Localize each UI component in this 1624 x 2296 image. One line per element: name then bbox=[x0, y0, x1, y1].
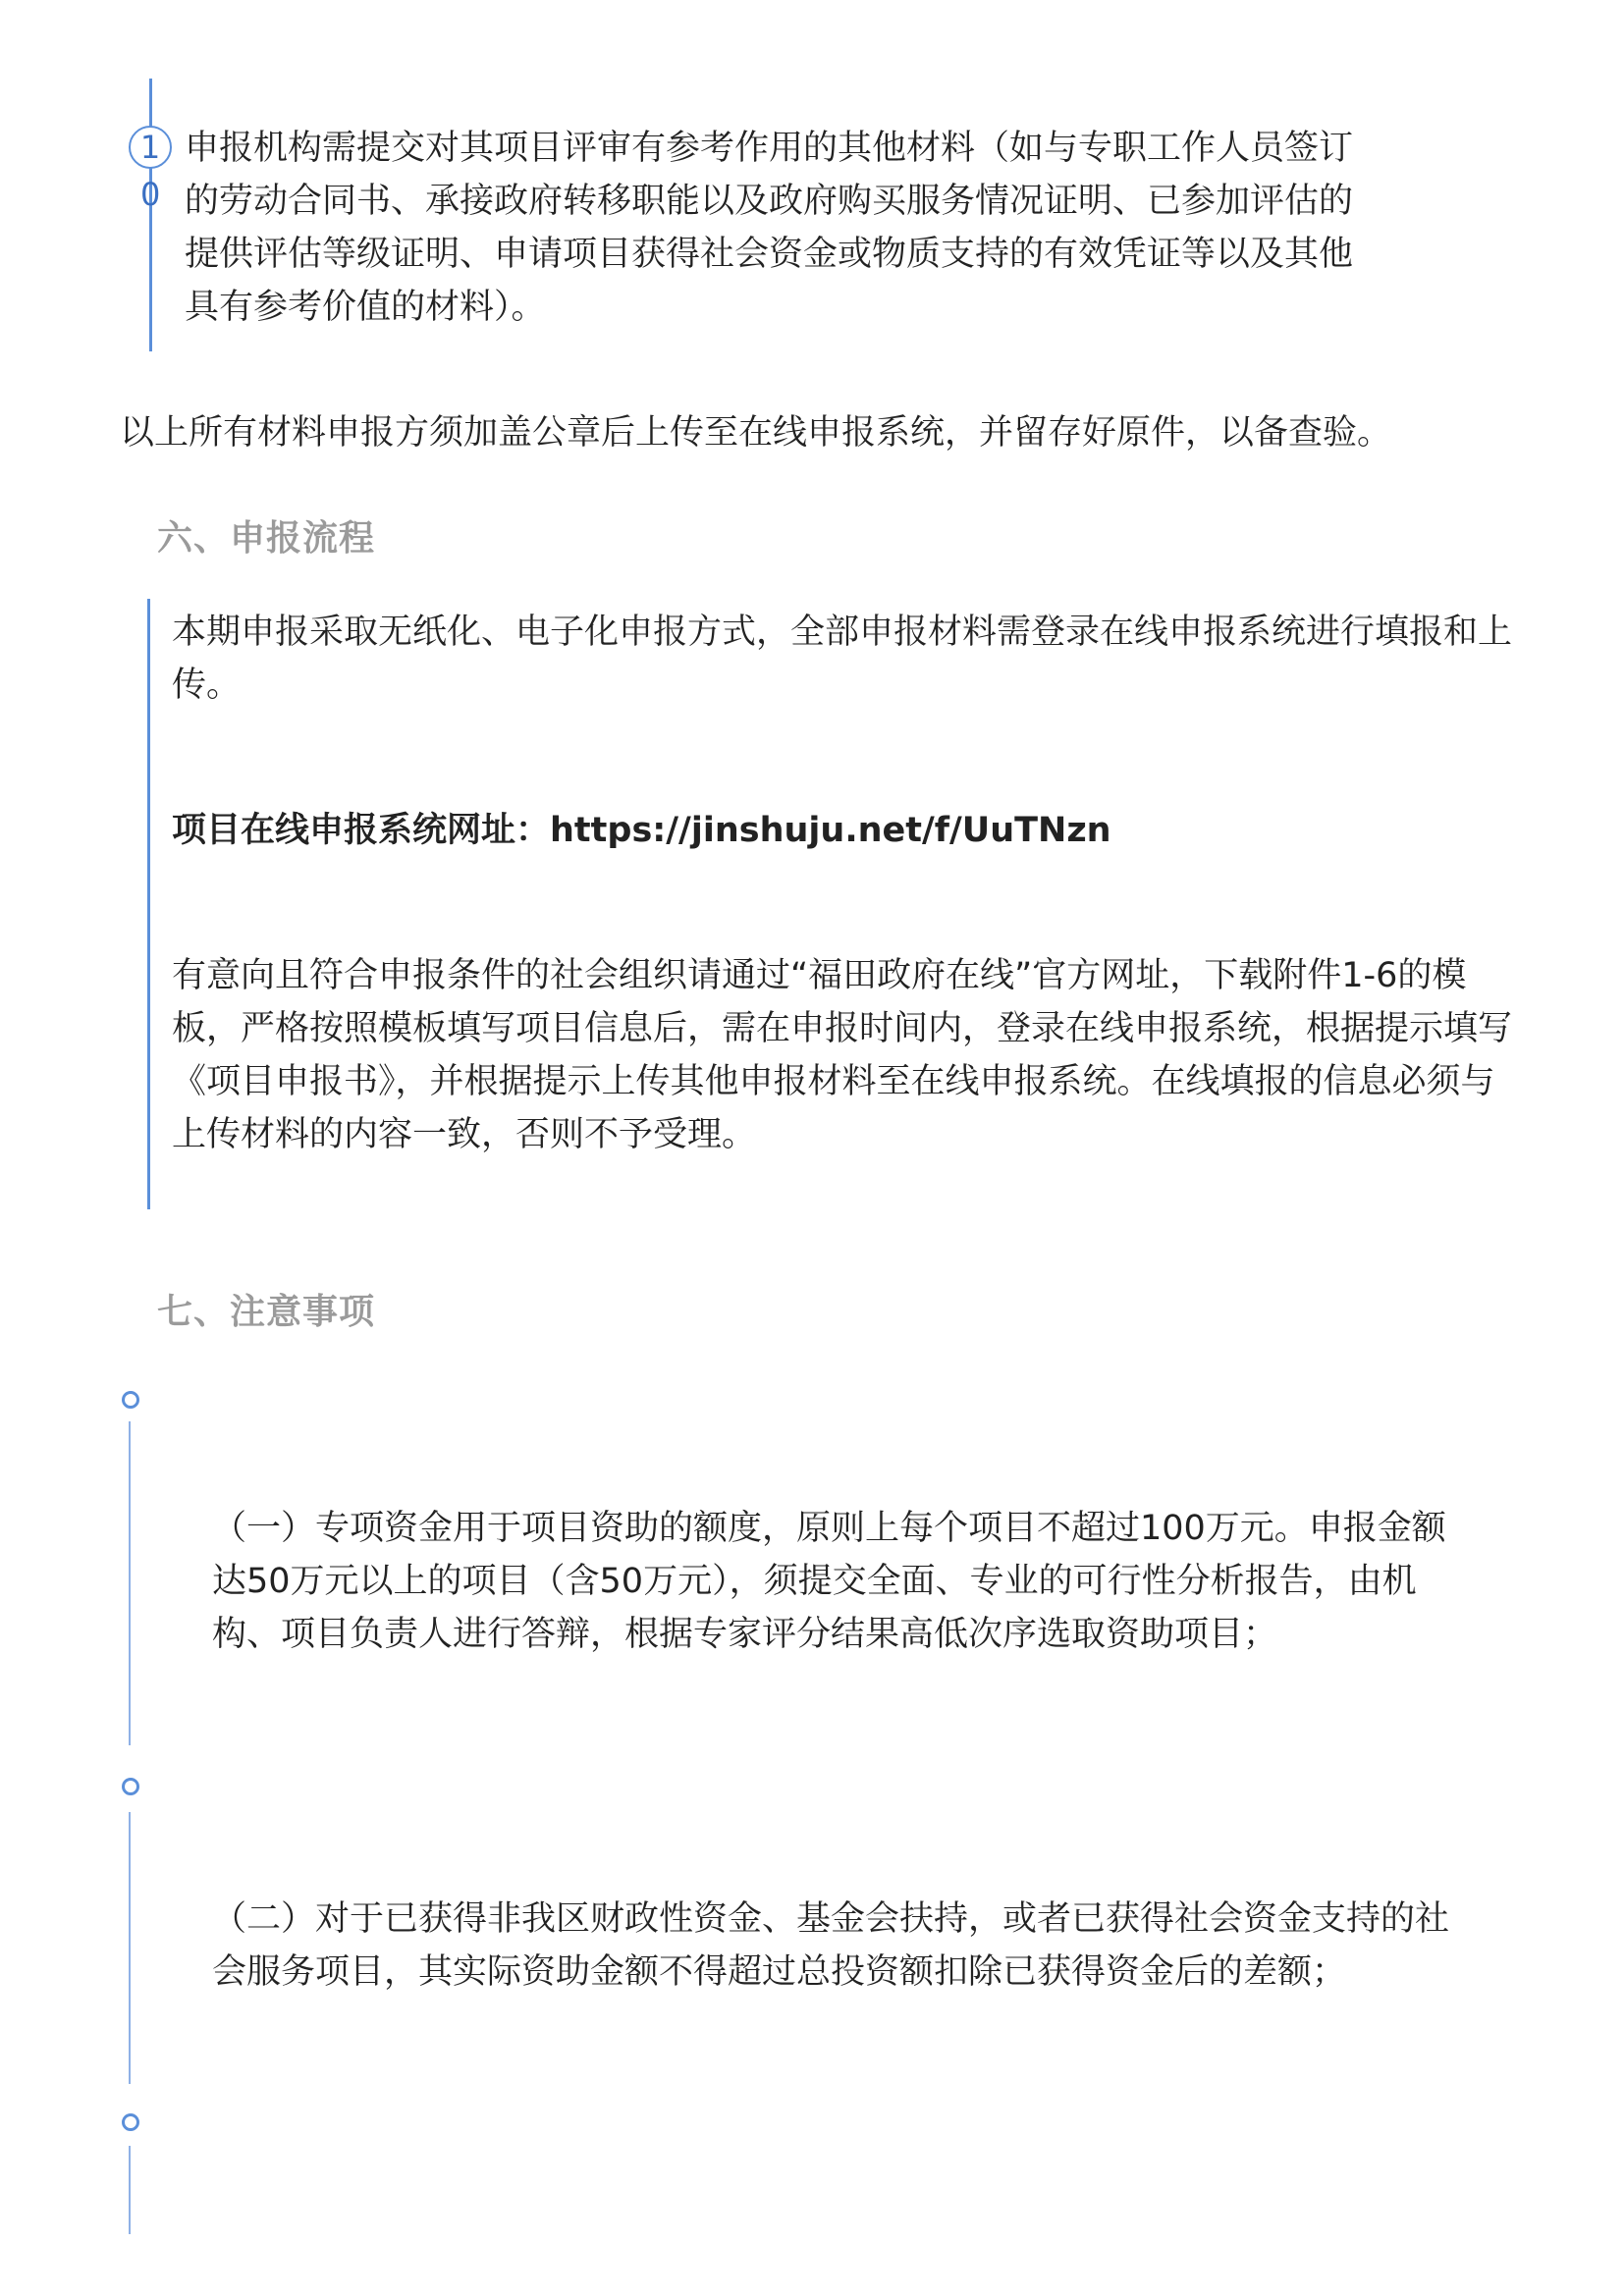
section7-heading: 七、注意事项 bbox=[157, 1292, 376, 1332]
section6-para1: 本期申报采取无纸化、电子化申报方式，全部申报材料需登录在线申报系统进行填报和上传。 bbox=[172, 613, 1513, 705]
online-system-url-link[interactable]: https://jinshuju.net/f/UuTNzn bbox=[550, 811, 1111, 850]
summary-note: 以上所有材料申报方须加盖公章后上传至在线申报系统，并留存好原件，以备查验。 bbox=[120, 413, 1392, 453]
timeline-connector bbox=[129, 1421, 131, 1745]
item-number-first: 1 bbox=[139, 129, 161, 166]
timeline-node-icon bbox=[122, 1778, 139, 1795]
item10-text: 申报机构需提交对其项目评审有参考作用的其他材料（如与专职工作人员签订的劳动合同书、承接政府转移职能以及政府购买服务情况证明、已参加评估的提供评估等级证明、申请项目获得社会资金或物质支持的有效凭证等以及其他具有参考价值的材料）。 bbox=[185, 129, 1354, 327]
timeline-connector bbox=[129, 1812, 131, 2084]
item10-left-rule bbox=[149, 79, 152, 351]
section6-heading: 六、申报流程 bbox=[157, 518, 376, 559]
section6-para2: 有意向且符合申报条件的社会组织请通过“福田政府在线”官方网址，下载附件1-6的模板，严格按照模板填写项目信息后，需在申报时间内，登录在线申报系统，根据提示填写《项目申报书》，并根据提示上传其他申报材料至在线申报系统。在线填报的信息必须与上传材料的内容一致，否则不予受理。 bbox=[172, 956, 1513, 1154]
notice-item-1: （一）专项资金用于项目资助的额度，原则上每个项目不超过100万元。申报金额达50万元以上的项目（含50万元），须提交全面、专业的可行性分析报告，由机构、项目负责人进行答辩，根据专家评分结果高低次序选取资助项目； bbox=[212, 1509, 1446, 1654]
item-number-second: 0 bbox=[140, 176, 161, 213]
section6-left-rule bbox=[147, 599, 150, 1209]
timeline-connector bbox=[129, 2146, 131, 2234]
url-label: 项目在线申报系统网址： bbox=[172, 811, 551, 850]
timeline-node-icon bbox=[122, 1391, 139, 1409]
notice-item-2: （二）对于已获得非我区财政性资金、基金会扶持，或者已获得社会资金支持的社会服务项目，其实际资助金额不得超过总投资额扣除已获得资金后的差额； bbox=[212, 1899, 1450, 1992]
item-number-badge bbox=[129, 126, 172, 169]
online-system-url-line bbox=[172, 803, 1527, 852]
timeline-node-icon bbox=[122, 2113, 139, 2131]
